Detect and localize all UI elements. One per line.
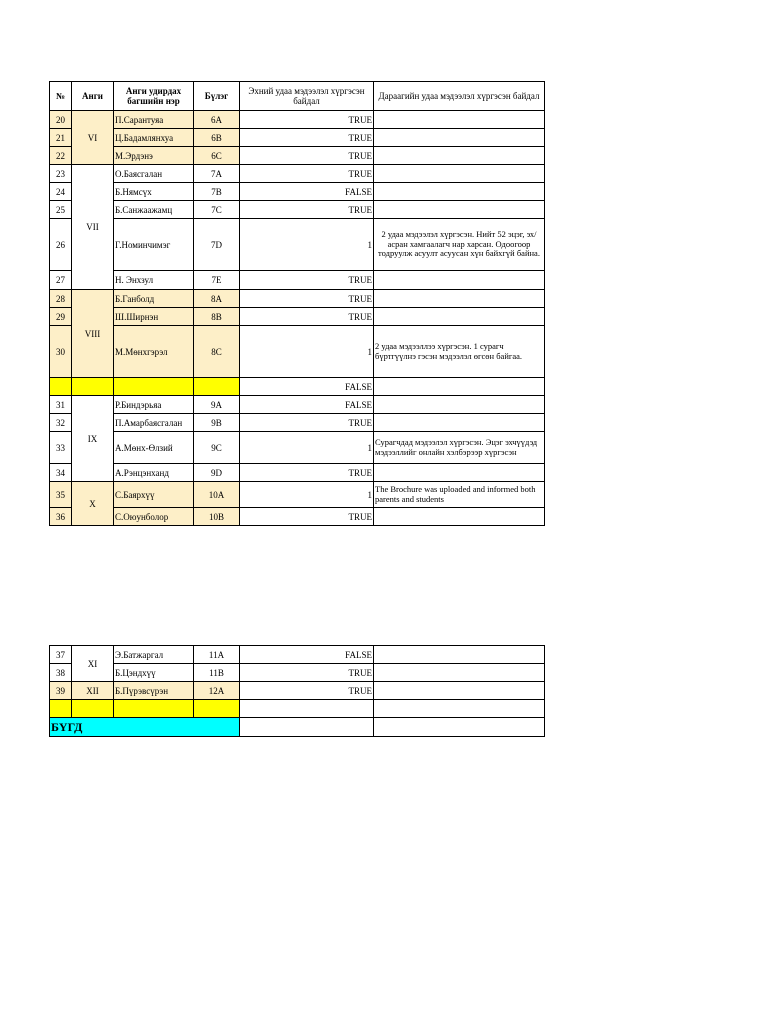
cell-blank bbox=[240, 700, 374, 718]
cell-teacher: П.Сарантуяа bbox=[114, 111, 194, 129]
cell-next bbox=[374, 646, 545, 664]
cell-next bbox=[374, 111, 545, 129]
cell-first: FALSE bbox=[240, 183, 374, 201]
cell-next bbox=[374, 396, 545, 414]
cell-next bbox=[374, 271, 545, 290]
report-table-continued bbox=[49, 645, 545, 737]
cell-next bbox=[374, 414, 545, 432]
header-first: Эхний удаа мэдээлэл хүргэсэн байдал bbox=[240, 82, 374, 111]
cell-teacher: А.Мөнх-Өлзий bbox=[114, 432, 194, 464]
cell-first: TRUE bbox=[240, 464, 374, 482]
cell-class bbox=[72, 378, 114, 396]
cell-num: 36 bbox=[50, 508, 72, 526]
cell-num: 20 bbox=[50, 111, 72, 129]
cell-first: FALSE bbox=[240, 396, 374, 414]
cell-teacher: М.Эрдэнэ bbox=[114, 147, 194, 165]
cell-class: VIII bbox=[72, 290, 114, 378]
cell-first: 1 bbox=[240, 432, 374, 464]
cell-first: TRUE bbox=[240, 111, 374, 129]
total-next bbox=[374, 718, 545, 737]
cell-group: 9A bbox=[194, 396, 240, 414]
cell-group: 6C bbox=[194, 147, 240, 165]
cell-next bbox=[374, 508, 545, 526]
cell-class: VI bbox=[72, 111, 114, 165]
cell-next: Сурагчдад мэдээлэл хүргэсэн. Эцэг эхчүүдэд мэдээллийг онлайн хэлбэрээр хүргэсэн bbox=[374, 432, 545, 464]
cell-next bbox=[374, 682, 545, 700]
cell-num: 38 bbox=[50, 664, 72, 682]
cell-teacher bbox=[114, 378, 194, 396]
cell-teacher: Г.Номинчимэг bbox=[114, 219, 194, 271]
cell-first: TRUE bbox=[240, 682, 374, 700]
cell-blank bbox=[50, 700, 72, 718]
cell-group: 10B bbox=[194, 508, 240, 526]
cell-num bbox=[50, 378, 72, 396]
cell-first: 1 bbox=[240, 219, 374, 271]
cell-teacher: Б.Ганболд bbox=[114, 290, 194, 308]
cell-num: 24 bbox=[50, 183, 72, 201]
cell-next bbox=[374, 664, 545, 682]
cell-group: 8A bbox=[194, 290, 240, 308]
cell-teacher: О.Баясгалан bbox=[114, 165, 194, 183]
cell-group: 7C bbox=[194, 201, 240, 219]
cell-group: 11B bbox=[194, 664, 240, 682]
report-table-main bbox=[49, 81, 545, 526]
cell-teacher: Б.Санжаажамц bbox=[114, 201, 194, 219]
cell-num: 23 bbox=[50, 165, 72, 183]
total-first bbox=[240, 718, 374, 737]
cell-class: VII bbox=[72, 165, 114, 290]
cell-next bbox=[374, 378, 545, 396]
cell-first: FALSE bbox=[240, 378, 374, 396]
cell-first: 1 bbox=[240, 482, 374, 508]
cell-next bbox=[374, 464, 545, 482]
cell-blank bbox=[194, 700, 240, 718]
cell-group bbox=[194, 378, 240, 396]
cell-next bbox=[374, 147, 545, 165]
cell-next bbox=[374, 308, 545, 326]
cell-next bbox=[374, 165, 545, 183]
cell-teacher: Н. Энхзул bbox=[114, 271, 194, 290]
cell-num: 37 bbox=[50, 646, 72, 664]
cell-num: 21 bbox=[50, 129, 72, 147]
header-group: Бүлэг bbox=[194, 82, 240, 111]
cell-teacher: А.Рэнцэнханд bbox=[114, 464, 194, 482]
cell-first: TRUE bbox=[240, 290, 374, 308]
cell-group: 6A bbox=[194, 111, 240, 129]
header-teacher: Анги удирдах багшийн нэр bbox=[114, 82, 194, 111]
header-class: Анги bbox=[72, 82, 114, 111]
cell-blank bbox=[72, 700, 114, 718]
cell-teacher: Б.Нямсүх bbox=[114, 183, 194, 201]
cell-group: 9B bbox=[194, 414, 240, 432]
cell-next bbox=[374, 129, 545, 147]
cell-teacher: М.Мөнхгэрэл bbox=[114, 326, 194, 378]
header-num: № bbox=[50, 82, 72, 111]
cell-teacher: П.Амарбаясгалан bbox=[114, 414, 194, 432]
cell-teacher: Ц.Бадамлянхуа bbox=[114, 129, 194, 147]
cell-first: TRUE bbox=[240, 201, 374, 219]
cell-first: TRUE bbox=[240, 508, 374, 526]
cell-class: XII bbox=[72, 682, 114, 700]
cell-num: 22 bbox=[50, 147, 72, 165]
cell-group: 8C bbox=[194, 326, 240, 378]
cell-num: 32 bbox=[50, 414, 72, 432]
cell-next: The Brochure was uploaded and informed both parents and students bbox=[374, 482, 545, 508]
cell-num: 26 bbox=[50, 219, 72, 271]
cell-num: 25 bbox=[50, 201, 72, 219]
cell-first: TRUE bbox=[240, 664, 374, 682]
cell-teacher: Ш.Ширнэн bbox=[114, 308, 194, 326]
cell-group: 7B bbox=[194, 183, 240, 201]
cell-group: 8B bbox=[194, 308, 240, 326]
cell-num: 27 bbox=[50, 271, 72, 290]
cell-group: 7A bbox=[194, 165, 240, 183]
header-next: Дараагийн удаа мэдээлэл хүргэсэн байдал bbox=[374, 82, 545, 111]
cell-num: 28 bbox=[50, 290, 72, 308]
cell-group: 7E bbox=[194, 271, 240, 290]
cell-num: 33 bbox=[50, 432, 72, 464]
cell-group: 9C bbox=[194, 432, 240, 464]
cell-class: X bbox=[72, 482, 114, 526]
cell-teacher: Э.Батжаргал bbox=[114, 646, 194, 664]
cell-num: 34 bbox=[50, 464, 72, 482]
cell-first: TRUE bbox=[240, 129, 374, 147]
cell-group: 10A bbox=[194, 482, 240, 508]
total-label: БҮГД bbox=[50, 718, 240, 737]
cell-group: 11A bbox=[194, 646, 240, 664]
cell-num: 29 bbox=[50, 308, 72, 326]
cell-first: TRUE bbox=[240, 271, 374, 290]
cell-first: TRUE bbox=[240, 414, 374, 432]
cell-next: 2 удаа мэдээллээ хүргэсэн. 1 сурагч бүртгүүлнэ гэсэн мэдээлэл өгсөн байгаа. bbox=[374, 326, 545, 378]
cell-teacher: Б.Пүрэвсүрэн bbox=[114, 682, 194, 700]
cell-blank bbox=[114, 700, 194, 718]
cell-blank bbox=[374, 700, 545, 718]
cell-next bbox=[374, 290, 545, 308]
cell-first: FALSE bbox=[240, 646, 374, 664]
cell-teacher: С.Оюунболор bbox=[114, 508, 194, 526]
cell-class: XI bbox=[72, 646, 114, 682]
cell-num: 31 bbox=[50, 396, 72, 414]
cell-teacher: Б.Цэндхүү bbox=[114, 664, 194, 682]
cell-first: 1 bbox=[240, 326, 374, 378]
cell-next bbox=[374, 201, 545, 219]
cell-num: 35 bbox=[50, 482, 72, 508]
cell-num: 39 bbox=[50, 682, 72, 700]
cell-next: 2 удаа мэдээлэл хүргэсэн. Нийт 52 эцэг, эх/асран хамгаалагч нар харсан. Одоогоор тодруулж асуулт асуусан хүн байхгүй байна. bbox=[374, 219, 545, 271]
cell-teacher: Р.Биндэрьяа bbox=[114, 396, 194, 414]
cell-num: 30 bbox=[50, 326, 72, 378]
cell-first: TRUE bbox=[240, 147, 374, 165]
cell-class: IX bbox=[72, 396, 114, 482]
cell-teacher: С.Баярхүү bbox=[114, 482, 194, 508]
cell-group: 6B bbox=[194, 129, 240, 147]
cell-first: TRUE bbox=[240, 308, 374, 326]
cell-first: TRUE bbox=[240, 165, 374, 183]
cell-next bbox=[374, 183, 545, 201]
cell-group: 7D bbox=[194, 219, 240, 271]
cell-group: 12A bbox=[194, 682, 240, 700]
cell-group: 9D bbox=[194, 464, 240, 482]
